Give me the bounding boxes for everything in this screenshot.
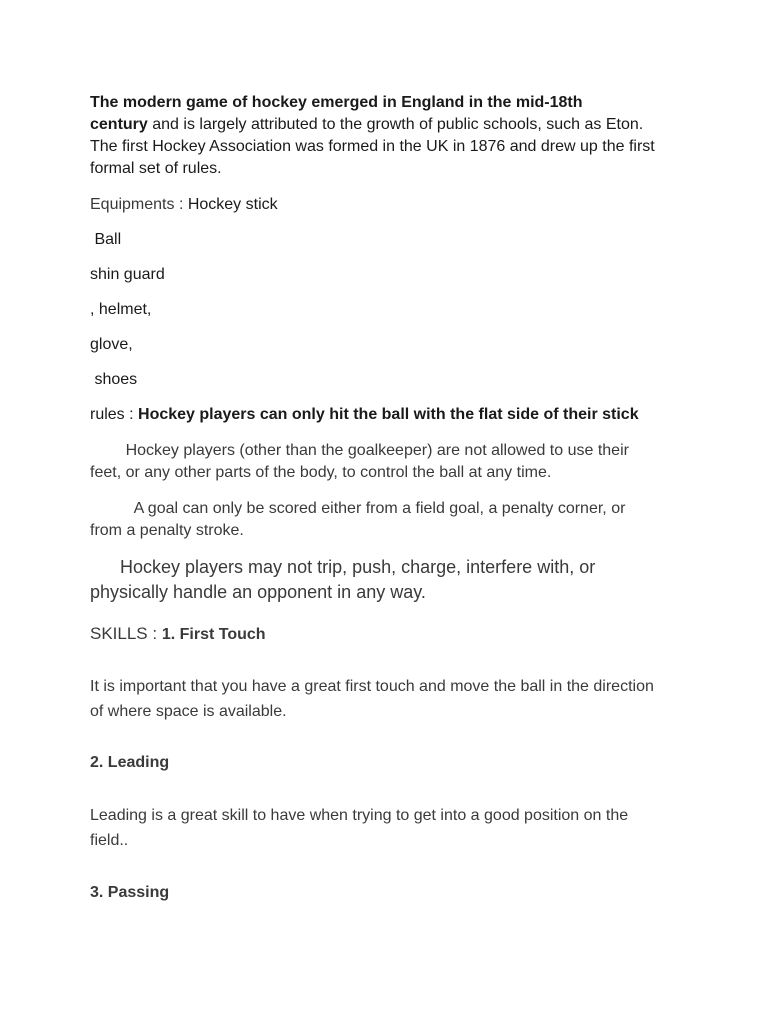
skills-label: SKILLS :	[90, 624, 162, 643]
equipment-item-helmet: , helmet,	[90, 301, 152, 318]
equipments-line	[90, 194, 278, 216]
rule-4-line-2: physically handle an opponent in any way.	[90, 582, 426, 602]
rule-3-line-1: A goal can only be scored either from a field goal, a penalty corner, or	[90, 500, 626, 517]
rules-label: rules :	[90, 406, 139, 423]
rule-2-line-2: feet, or any other parts of the body, to control the ball at any time.	[90, 464, 552, 481]
skills-line	[90, 622, 266, 647]
intro-text-rest: and is largely attributed to the growth of public schools, such as Eton.	[147, 116, 644, 133]
skill-1-text-line-2: of where space is available.	[90, 703, 287, 720]
rule-4-line-1: Hockey players may not trip, push, charge, interfere with, or	[90, 557, 596, 577]
rule-3-line-2: from a penalty stroke.	[90, 522, 244, 539]
equipment-item-shin-guard: shin guard	[90, 266, 165, 283]
equipment-item-glove: glove,	[90, 336, 133, 353]
equipment-item-shoes: shoes	[90, 371, 138, 388]
skill-1-text-line-1: It is important that you have a great first touch and move the ball in the direction	[90, 678, 654, 695]
intro-bold-century: century	[90, 116, 148, 133]
skill-2-text-line-1: Leading is a great skill to have when trying to get into a good position on the	[90, 807, 629, 824]
equipment-item-hockey-stick: Hockey stick	[187, 196, 278, 213]
skill-heading-passing: 3. Passing	[90, 884, 170, 901]
skill-heading-first-touch: 1. First Touch	[161, 626, 266, 643]
rule-1-bold: Hockey players can only hit the ball with the flat side of their stick	[138, 406, 639, 423]
equipments-label: Equipments :	[90, 196, 188, 213]
intro-line-3: The first Hockey Association was formed in the UK in 1876 and drew up the first	[90, 138, 655, 155]
rule-2-line-1: Hockey players (other than the goalkeeper) are not allowed to use their	[90, 442, 629, 459]
intro-bold-text: The modern game of hockey emerged in England in the mid-18th	[90, 94, 583, 111]
skill-heading-leading: 2. Leading	[90, 754, 170, 771]
skill-2-text-line-2: field..	[90, 832, 129, 849]
intro-line-1	[90, 92, 583, 114]
equipment-item-ball: Ball	[90, 231, 122, 248]
intro-line-2	[90, 114, 643, 136]
intro-line-4: formal set of rules.	[90, 160, 222, 177]
rules-line	[90, 404, 639, 426]
